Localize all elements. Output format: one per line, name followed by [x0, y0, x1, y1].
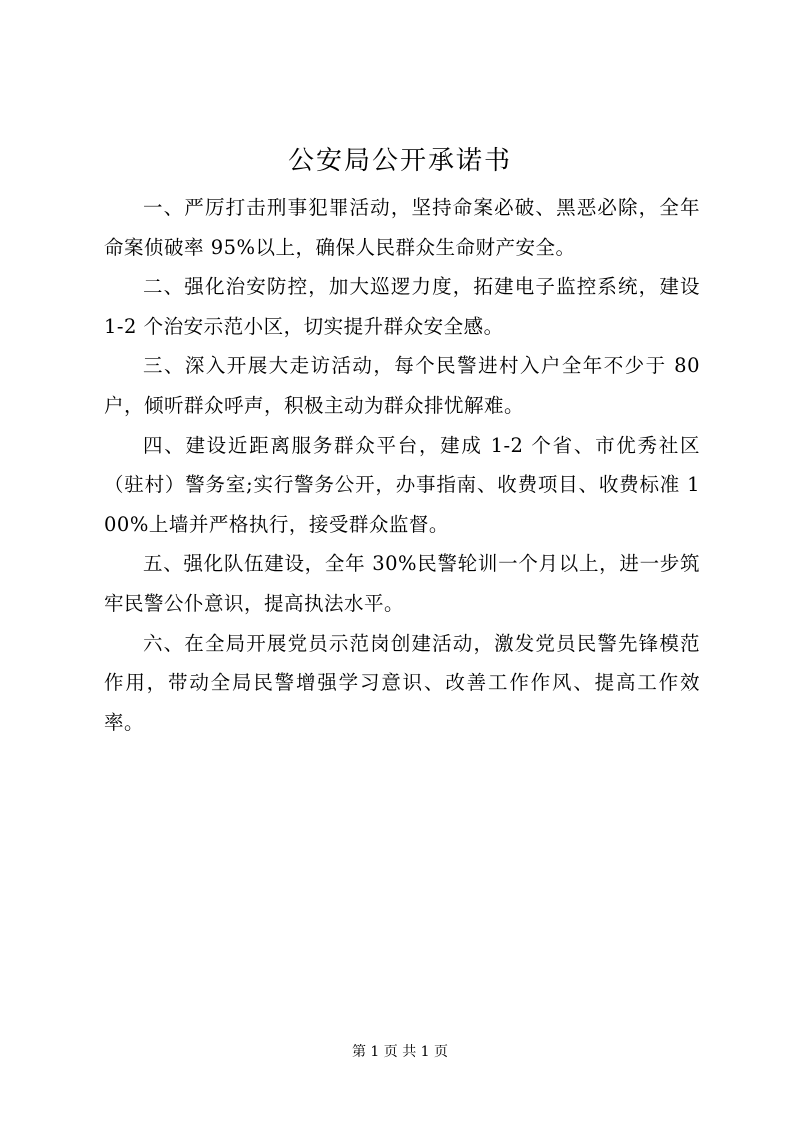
- document-title: 公安局公开承诺书: [287, 146, 512, 176]
- paragraph-3: 三、深入开展大走访活动，每个民警进村入户全年不少于 80 户，倾听群众呼声，积极主动为群众排忧解难。: [104, 354, 700, 417]
- page-footer: 第 1 页 共 1 页: [351, 1044, 449, 1060]
- paragraph-1: 一、严厉打击刑事犯罪活动，坚持命案必破、黑恶必除，全年命案侦破率 95%以上，确保人民群众生命财产安全。: [104, 196, 700, 259]
- document-body: [104, 188, 700, 742]
- paragraph-6: 六、在全局开展党员示范岗创建活动，激发党员民警先锋模范作用，带动全局民警增强学习意识、改善工作作风、提高工作效率。: [104, 631, 700, 734]
- paragraph-4: 四、建设近距离服务群众平台，建成 1-2 个省、市优秀社区（驻村）警务室;实行警务公开，办事指南、收费项目、收费标准 100%上墙并严格执行，接受群众监督。: [104, 433, 700, 536]
- paragraph-5: 五、强化队伍建设，全年 30%民警轮训一个月以上，进一步筑牢民警公仆意识，提高执法水平。: [104, 552, 700, 615]
- paragraph-2: 二、强化治安防控，加大巡逻力度，拓建电子监控系统，建设 1-2 个治安示范小区，切实提升群众安全感。: [104, 275, 700, 338]
